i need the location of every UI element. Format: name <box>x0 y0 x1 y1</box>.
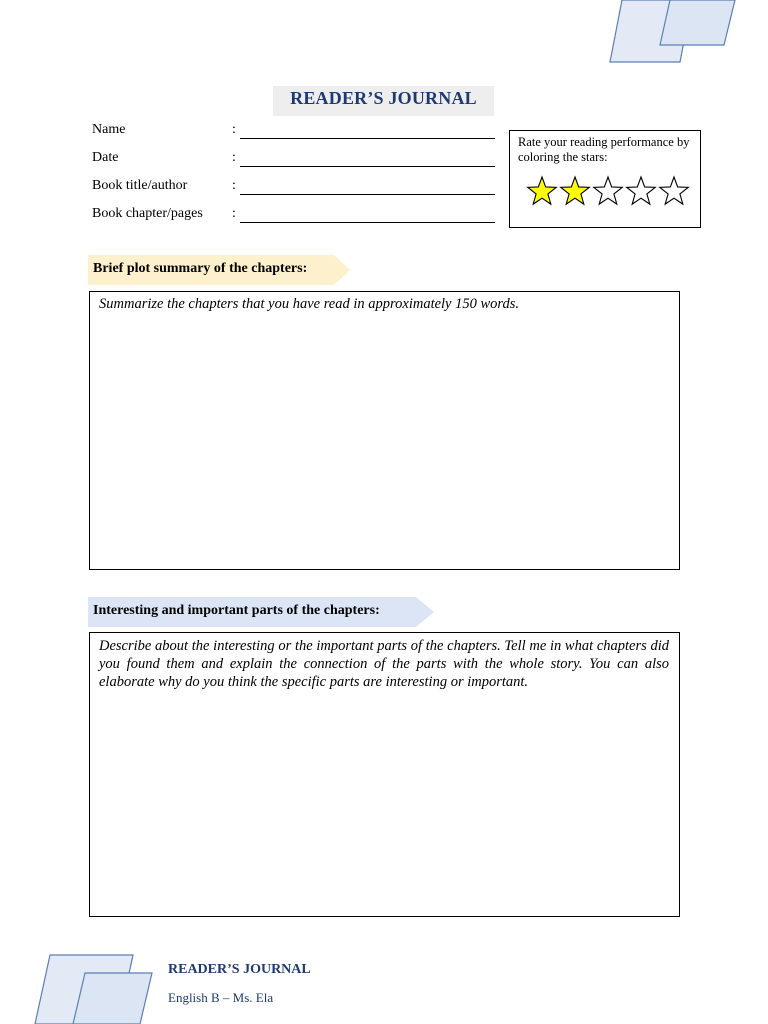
important-parts-prompt: Describe about the interesting or the important parts of the chapters. Tell me in what chapters did you found them and explain the connection of the parts with the whole story. You can also elaborate why do you think the specific parts are interesting or important. <box>99 638 669 690</box>
star-empty-icon[interactable] <box>658 175 690 207</box>
date-input-line[interactable] <box>240 166 495 167</box>
rating-box <box>509 130 701 228</box>
important-parts-box[interactable] <box>89 632 680 917</box>
important-parts-section-label: Interesting and important parts of the chapters: <box>93 603 380 618</box>
footer-subtitle: English B – Ms. Ela <box>168 990 274 1005</box>
star-shape <box>660 177 689 204</box>
summary-box[interactable] <box>89 291 680 570</box>
summary-section-banner <box>88 255 350 285</box>
star-filled-icon[interactable] <box>526 175 558 207</box>
footer-decoration <box>30 950 160 1024</box>
star-filled-icon[interactable] <box>559 175 591 207</box>
field-colon: : <box>232 150 236 165</box>
summary-prompt: Summarize the chapters that you have read in approximately 150 words. <box>99 296 520 312</box>
field-colon: : <box>232 122 236 137</box>
page-title: READER’S JOURNAL <box>290 88 477 108</box>
star-shape <box>528 177 557 204</box>
important-parts-section-banner <box>88 597 434 627</box>
field-label: Date <box>92 150 119 165</box>
summary-section-label: Brief plot summary of the chapters: <box>93 261 308 276</box>
star-empty-icon[interactable] <box>592 175 624 207</box>
header-decoration <box>600 0 768 70</box>
star-rating[interactable] <box>526 175 696 209</box>
field-label: Book chapter/pages <box>92 206 203 221</box>
book-chapter-input-line[interactable] <box>240 222 495 223</box>
field-colon: : <box>232 178 236 193</box>
star-shape <box>594 177 623 204</box>
field-label: Name <box>92 122 126 137</box>
star-empty-icon[interactable] <box>625 175 657 207</box>
star-shape <box>561 177 590 204</box>
field-colon: : <box>232 206 236 221</box>
field-label: Book title/author <box>92 178 188 193</box>
book-title-input-line[interactable] <box>240 194 495 195</box>
star-shape <box>627 177 656 204</box>
rating-instruction: Rate your reading performance by coloring the stars: <box>518 135 690 164</box>
name-input-line[interactable] <box>240 138 495 139</box>
footer-title: READER’S JOURNAL <box>168 962 311 977</box>
